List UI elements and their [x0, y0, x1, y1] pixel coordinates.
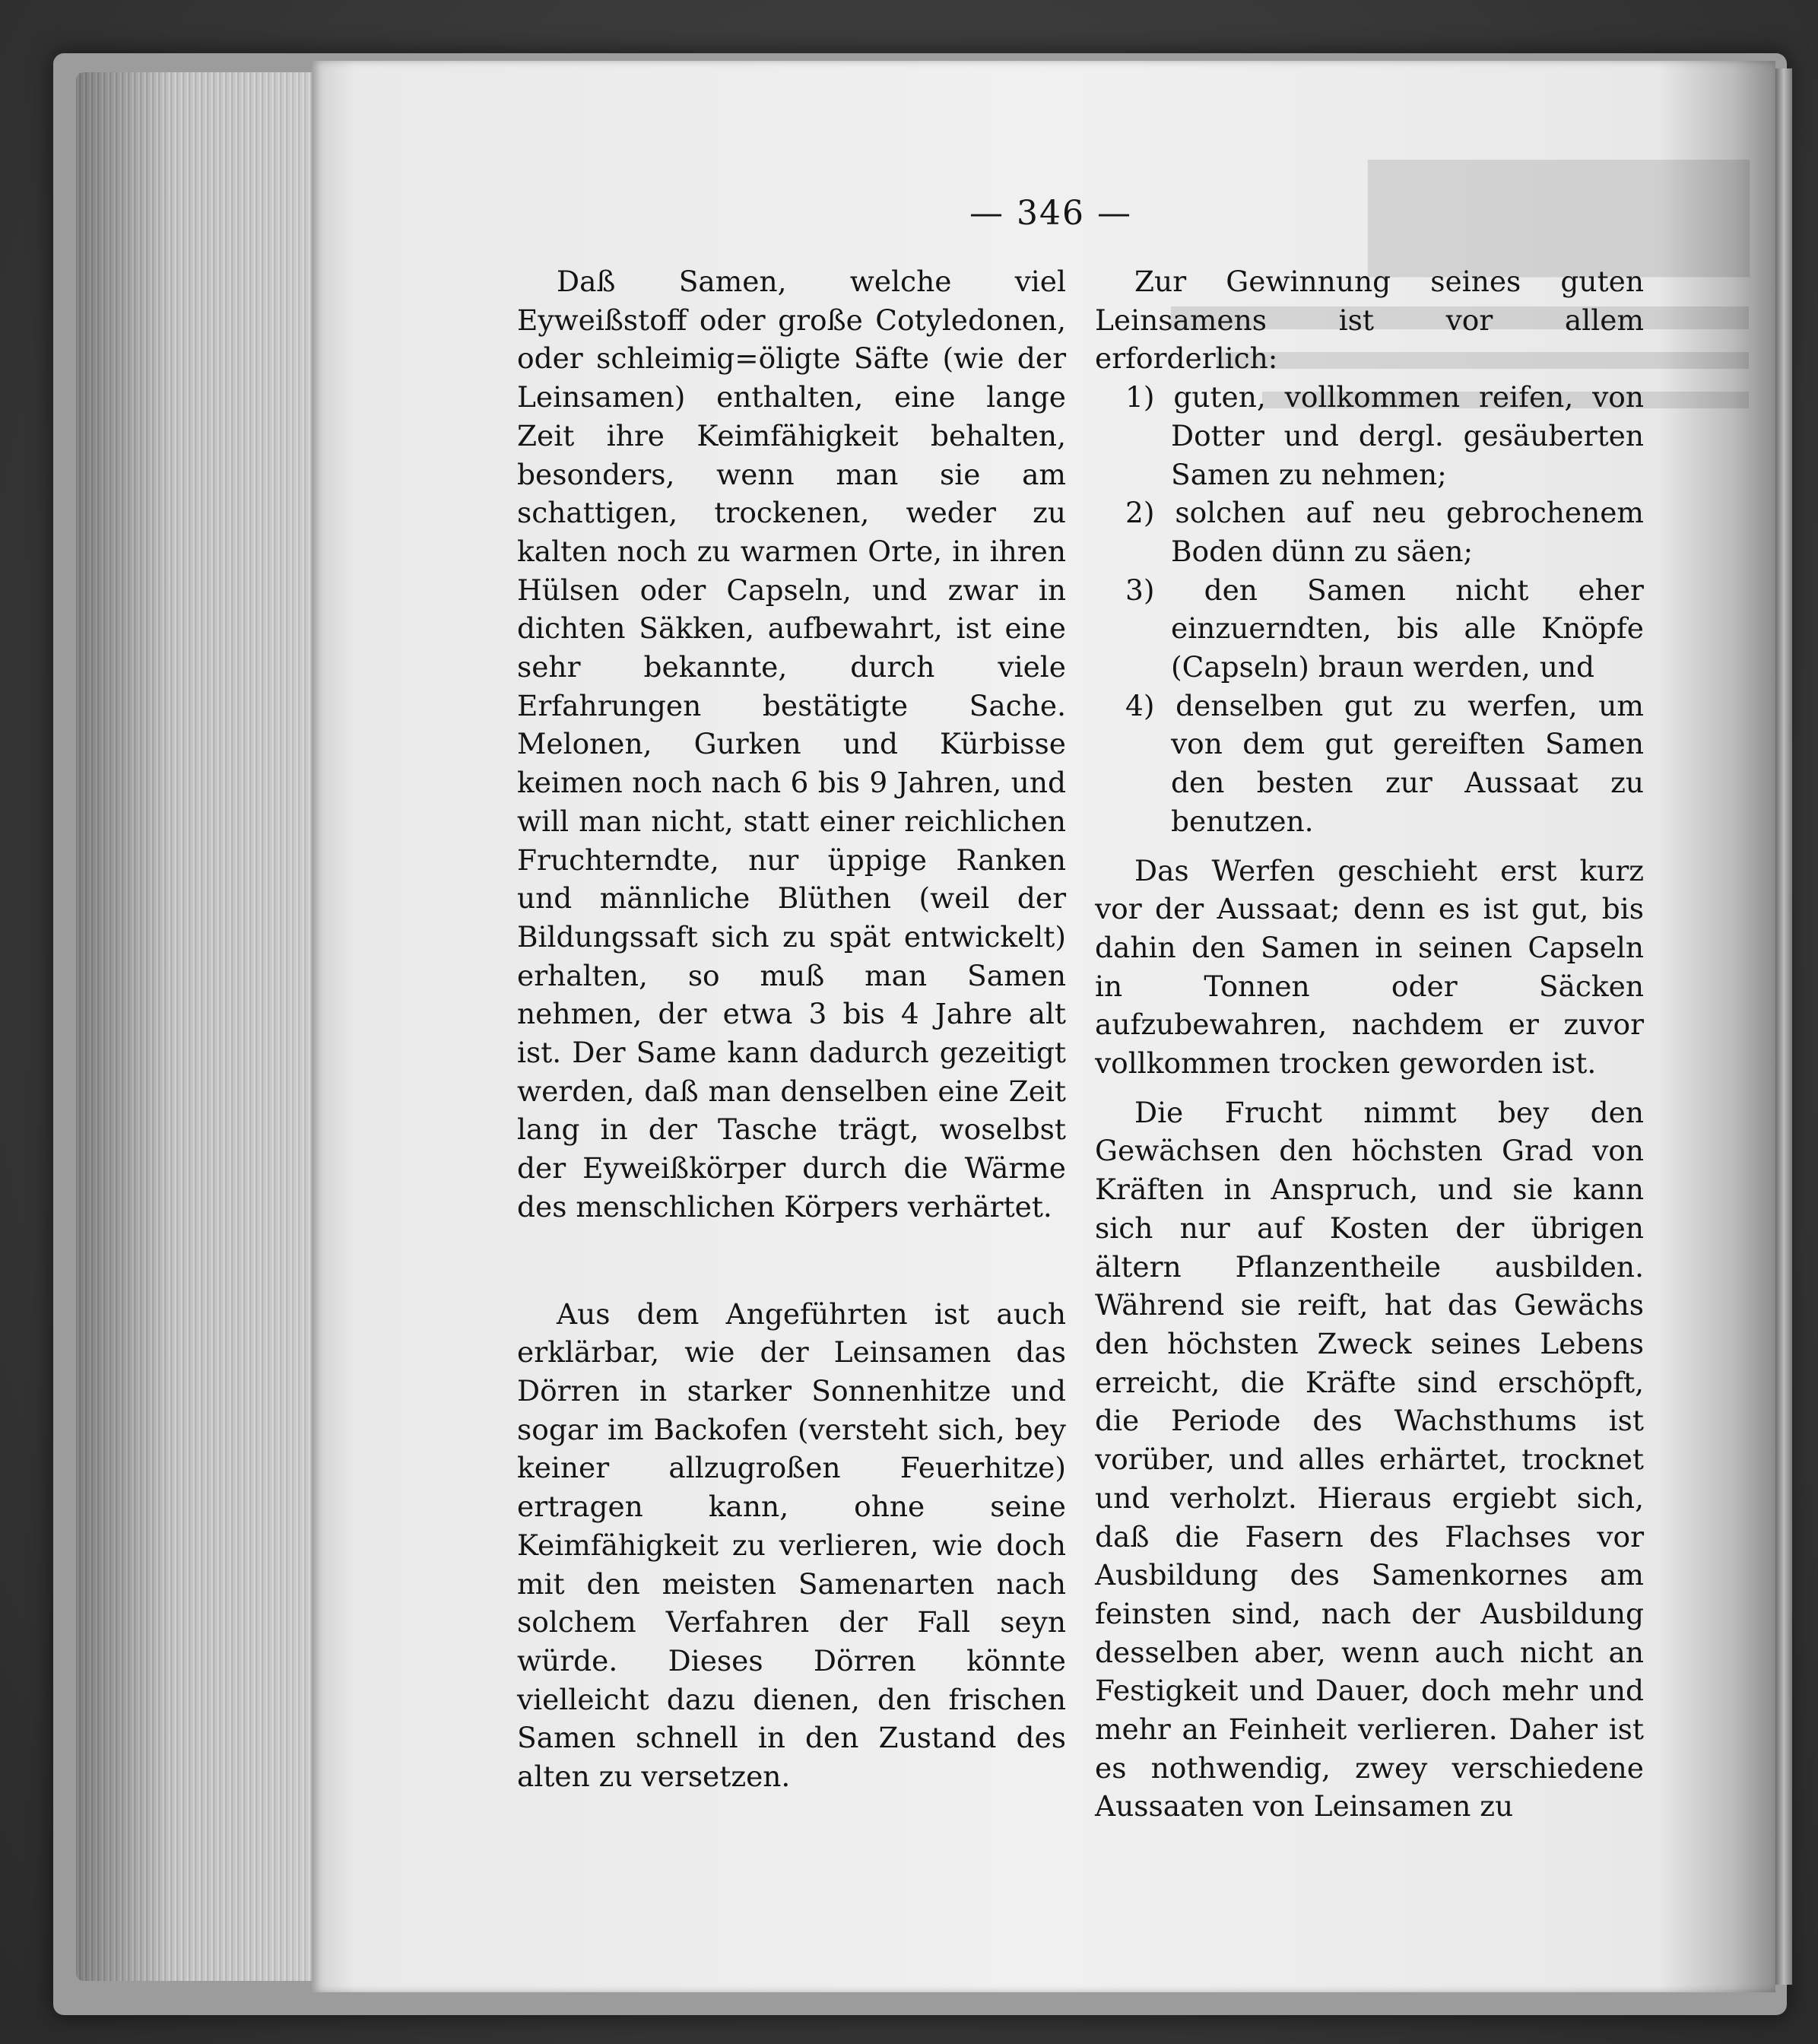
list-item-1: 1) guten, vollkommen reifen, von Dotter und dergl. gesäuberten Samen zu nehmen; — [1125, 380, 1644, 491]
right-paragraph-1: Das Werfen geschieht erst kurz vor der Aussaat; denn es ist gut, bis dahin den Samen in seinen Capseln in Tonnen oder Säcken aufzubewahren, nachdem er zuvor vollkommen trocken geworden ist. — [1095, 853, 1644, 1081]
list-item-2: 2) solchen auf neu gebrochenem Boden dünn zu säen; — [1125, 496, 1644, 568]
page-number: — 346 — — [969, 194, 1132, 233]
left-paragraph-1: Daß Samen, welche viel Eyweißstoff oder große Cotyledonen, oder schleimig=öligte Säfte (wie der Leinsamen) enthalten, eine lange Zeit ihre Keimfähigkeit behalten, besonders, wenn man sie am schattigen, trockenen, weder zu kalten noch zu warmen Orte, in ihren Hülsen oder Capseln, und zwar in dichten Säkken, aufbewahrt, ist eine sehr bekannte, durch viele Erfahrungen bestätigte Sache. Melonen, Gurken und Kürbisse keimen noch nach 6 bis 9 Jahren, und will man nicht, statt einer reichlichen Fruchterndte, nur üppige Ranken und männliche Blüthen (weil der Bildungssaft sich zu spät entwickelt) erhalten, so muß man Samen nehmen, der etwa 3 bis 4 Jahre alt ist. Der Same kann dadurch gezeitigt werden, daß man denselben eine Zeit lang in der Tasche trägt, woselbst der Eyweißkörper durch die Wärme des menschlichen Körpers verhärtet. — [517, 265, 1066, 1224]
list-item-4: 4) denselben gut zu werfen, um von dem gut gereiften Samen den besten zur Aussaat zu benutzen. — [1125, 688, 1644, 838]
right-paragraph-2: Die Frucht nimmt bey den Gewächsen den höchsten Grad von Kräften in Anspruch, und sie kann sich nur auf Kosten der übrigen ältern Pflanzentheile ausbilden. Während sie reift, hat das Gewächs den höchsten Zweck seines Lebens erreicht, die Kräfte sind erschöpft, die Periode des Wachsthums ist vorüber, und alles erhärtet, trocknet und verholzt. Hieraus ergiebt sich, daß die Fasern des Flachses vor Ausbildung des Samenkornes am feinsten sind, nach der Ausbildung desselben aber, wenn auch nicht an Festigkeit und Dauer, doch mehr und mehr an Feinheit verlieren. Daher ist es nothwendig, zwey verschiedene Aussaaten von Leinsamen zu — [1095, 1095, 1644, 1823]
left-column — [517, 262, 1066, 1796]
left-paragraph-2: Aus dem Angeführten ist auch erklärbar, wie der Leinsamen das Dörren in starker Sonnenhitze und sogar im Backofen (versteht sich, bey keiner allzugroßen Feuerhitze) ertragen kann, ohne seine Keimfähigkeit zu verlieren, wie doch mit den meisten Samenarten nach solchem Verfahren der Fall seyn würde. Dieses Dörren könnte vielleicht dazu dienen, den frischen Samen schnell in den Zustand des alten zu versetzen. — [517, 1297, 1066, 1794]
right-column — [1095, 262, 1644, 1826]
page-edges-shade — [76, 72, 319, 1981]
next-page-edge — [1775, 68, 1792, 1985]
right-intro: Zur Gewinnung seines guten Leinsamens ist vor allem erforderlich: — [1095, 265, 1644, 376]
list-item-3: 3) den Samen nicht eher einzuerndten, bis alle Knöpfe (Capseln) braun werden, und — [1125, 573, 1644, 684]
